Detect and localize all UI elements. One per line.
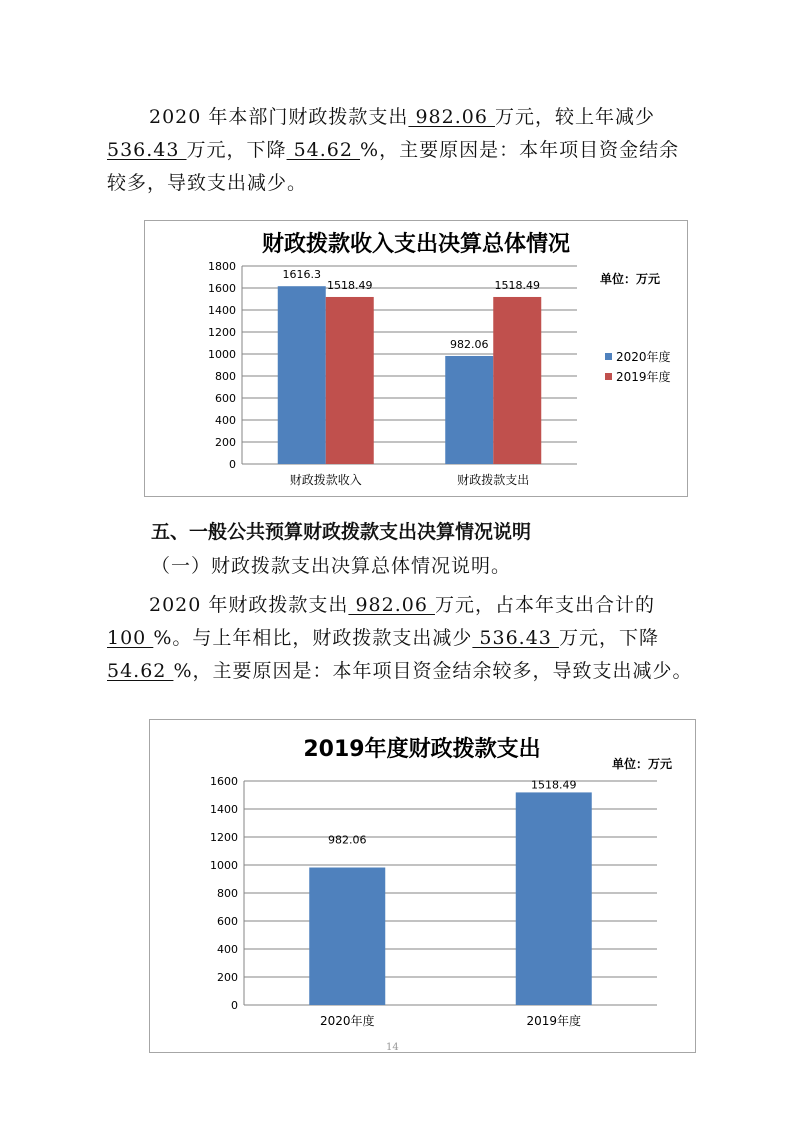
y-tick-label: 400 [217, 943, 238, 956]
y-tick-label: 200 [217, 971, 238, 984]
text-segment: %。与上年相比，财政拨款支出减少 [153, 627, 473, 649]
sub-heading: （一）财政拨款支出决算总体情况说明。 [151, 555, 512, 577]
legend-label: 2020年度 [616, 350, 671, 364]
y-tick-label: 1200 [210, 831, 238, 844]
paragraph-line [107, 622, 697, 655]
legend-label: 2019年度 [616, 370, 671, 384]
y-tick-label: 800 [217, 887, 238, 900]
text-segment: 万元，占本年支出合计的 [434, 594, 655, 616]
paragraph-detail [107, 589, 697, 688]
x-tick-label: 2020年度 [319, 1014, 375, 1028]
bar [493, 297, 541, 464]
y-tick-label: 1600 [210, 775, 238, 788]
y-tick-label: 1800 [208, 260, 236, 273]
chart-title: 财政拨款收入支出决算总体情况 [261, 232, 571, 257]
text-segment: %，主要原因是：本年项目资金结余较多，导致支出减少。 [173, 660, 693, 682]
y-tick-label: 1400 [210, 803, 238, 816]
text-segment: 2020 年本部门财政拨款支出 [149, 106, 409, 128]
chart-expense-2019 [149, 719, 696, 1053]
legend-swatch [605, 373, 612, 380]
bar [326, 297, 374, 464]
y-tick-label: 0 [231, 999, 238, 1012]
bar [445, 356, 493, 464]
paragraph-line: 较多，导致支出减少。 [107, 172, 308, 194]
text-segment: 万元，较上年减少 [494, 106, 655, 128]
bar [309, 868, 385, 1005]
text-segment: %，主要原因是：本年项目资金结余 [360, 139, 680, 161]
data-label: 1518.49 [531, 778, 577, 792]
paragraph-line [107, 101, 697, 134]
paragraph-line [107, 655, 697, 688]
bar [278, 286, 326, 464]
unit-label: 单位：万元 [612, 757, 673, 771]
y-tick-label: 400 [215, 414, 236, 427]
underlined-value: 54.62 [107, 660, 174, 682]
y-tick-label: 1400 [208, 304, 236, 317]
underlined-value: 536.43 [472, 627, 559, 649]
section-heading: 五、一般公共预算财政拨款支出决算情况说明 [151, 521, 532, 543]
chart-income-expense [144, 220, 688, 497]
x-tick-label: 财政拨款支出 [457, 473, 530, 487]
underlined-value: 100 [107, 627, 154, 649]
y-tick-label: 1600 [208, 282, 236, 295]
y-tick-label: 200 [215, 436, 236, 449]
text-segment: 万元，下降 [558, 627, 659, 649]
y-tick-label: 1200 [208, 326, 236, 339]
y-tick-label: 0 [229, 458, 236, 471]
underlined-value: 982.06 [348, 594, 435, 616]
y-tick-label: 1000 [208, 348, 236, 361]
text-segment: 2020 年财政拨款支出 [149, 594, 349, 616]
y-tick-label: 800 [215, 370, 236, 383]
text-segment: 万元，下降 [186, 139, 287, 161]
y-tick-label: 1000 [210, 859, 238, 872]
data-label: 1518.49 [494, 278, 540, 292]
y-tick-label: 600 [217, 915, 238, 928]
x-tick-label: 财政拨款收入 [289, 473, 362, 487]
paragraph-line [107, 589, 697, 622]
unit-label: 单位：万元 [600, 272, 661, 286]
data-label: 982.06 [328, 833, 367, 847]
page-number: 14 [386, 1042, 399, 1053]
data-label: 1518.49 [327, 278, 373, 292]
underlined-value: 982.06 [408, 106, 495, 128]
legend-swatch [605, 353, 612, 360]
x-tick-label: 2019年度 [526, 1014, 582, 1028]
underlined-value: 54.62 [286, 139, 361, 161]
paragraph-summary [107, 101, 697, 200]
paragraph-line [107, 134, 697, 167]
chart1-svg [145, 221, 687, 496]
data-label: 982.06 [450, 337, 489, 351]
y-tick-label: 600 [215, 392, 236, 405]
bar [516, 792, 592, 1005]
chart-title: 2019年度财政拨款支出 [303, 737, 541, 762]
chart2-svg [150, 720, 695, 1052]
data-label: 1616.3 [282, 268, 321, 282]
underlined-value: 536.43 [107, 139, 187, 161]
